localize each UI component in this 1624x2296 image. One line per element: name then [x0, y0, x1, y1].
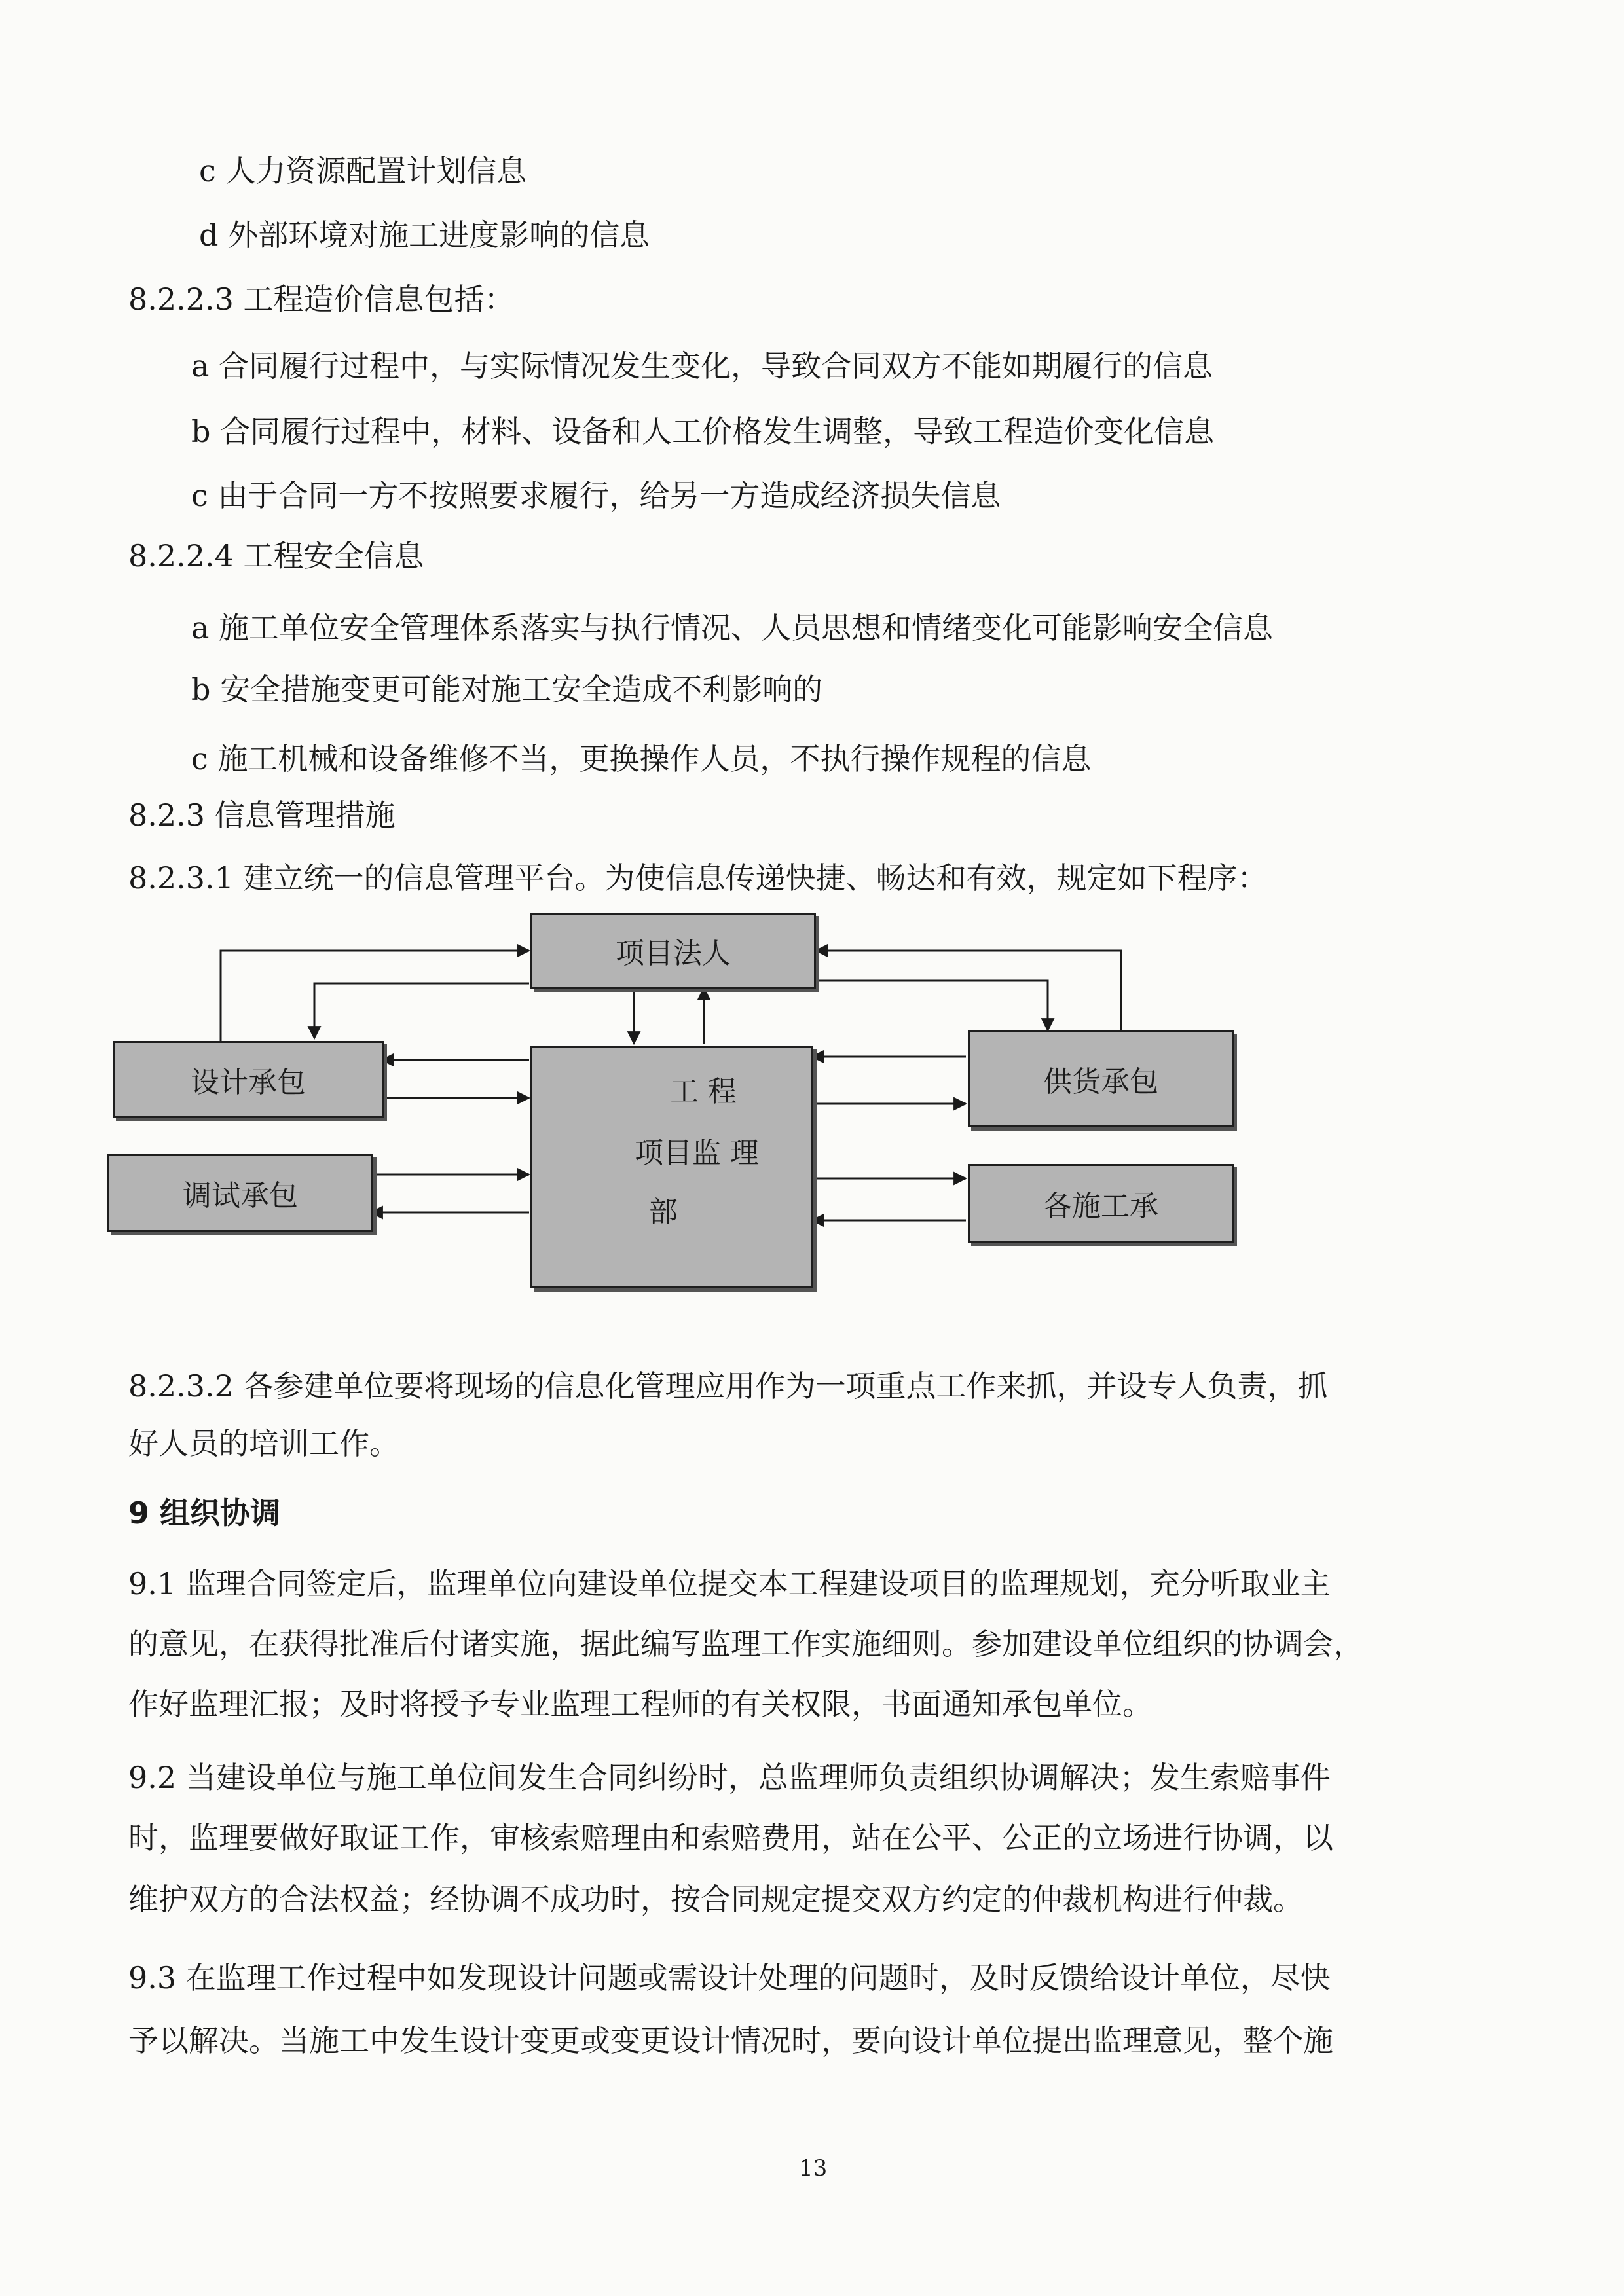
paragraph-line: 时，监理要做好取证工作，审核索赔理由和索赔费用，站在公平、公正的立场进行协调，以: [128, 1820, 1333, 1855]
center-label-2: 项目监 理: [635, 1137, 759, 1170]
arrow-owner-to-supply: [816, 981, 1048, 1030]
section-heading: 8.2.3 信息管理措施: [128, 797, 396, 833]
text-line: d 外部环境对施工进度影响的信息: [199, 217, 650, 253]
commissioning-contractor-label: 调试承包: [183, 1179, 298, 1212]
list-item: b 合同履行过程中，材料、设备和人工价格发生调整，导致工程造价变化信息: [191, 414, 1215, 449]
list-item: a 施工单位安全管理体系落实与执行情况、人员思想和情绪变化可能影响安全信息: [191, 610, 1274, 646]
paragraph-line: 9.1 监理合同签定后，监理单位向建设单位提交本工程建设项目的监理规划，充分听取业主: [128, 1566, 1331, 1601]
page-number: 13: [799, 2155, 828, 2181]
paragraph-line: 9.3 在监理工作过程中如发现设计问题或需设计处理的问题时，及时反馈给设计单位，尽快: [128, 1960, 1331, 1995]
design-contractor-label: 设计承包: [191, 1066, 306, 1099]
section-heading: 8.2.2.4 工程安全信息: [128, 538, 424, 574]
commissioning-contractor-box: [107, 1154, 373, 1232]
list-item: a 合同履行过程中，与实际情况发生变化，导致合同双方不能如期履行的信息: [191, 348, 1213, 384]
center-label-3: 部: [649, 1195, 678, 1229]
section-heading: 8.2.3.1 建立统一的信息管理平台。为使信息传递快捷、畅达和有效，规定如下程序：: [128, 860, 1268, 896]
paragraph-line: 的意见，在获得批准后付诸实施，据此编写监理工作实施细则。参加建设单位组织的协调会，: [128, 1626, 1363, 1662]
list-item: b 安全措施变更可能对施工安全造成不利影响的: [191, 672, 823, 707]
supervision-department-box: [530, 1046, 813, 1288]
supply-contractor-box: [968, 1030, 1234, 1127]
paragraph-line: 8.2.3.2 各参建单位要将现场的信息化管理应用作为一项重点工作来抓，并设专人负责，抓: [128, 1368, 1328, 1404]
text-line: c 人力资源配置计划信息: [199, 153, 527, 189]
arrow-supply-to-owner: [816, 951, 1121, 1030]
center-label-1: 工 程: [670, 1075, 737, 1108]
design-contractor-box: [113, 1041, 384, 1118]
arrow-owner-to-design: [314, 983, 529, 1038]
supply-contractor-label: 供货承包: [1043, 1065, 1158, 1099]
paragraph-line: 作好监理汇报；及时将授予专业监理工程师的有关权限，书面通知承包单位。: [128, 1686, 1153, 1722]
owner-box: [530, 913, 816, 989]
paragraph-line: 9.2 当建设单位与施工单位间发生合同纠纷时，总监理师负责组织协调解决；发生索赔事件: [128, 1760, 1331, 1795]
paragraph-line: 维护双方的合法权益；经协调不成功时，按合同规定提交双方约定的仲裁机构进行仲裁。: [128, 1882, 1303, 1917]
list-item: c 由于合同一方不按照要求履行，给另一方造成经济损失信息: [191, 478, 1001, 513]
paragraph-line: 予以解决。当施工中发生设计变更或变更设计情况时，要向设计单位提出监理意见，整个施: [128, 2023, 1333, 2058]
section-title: 9 组织协调: [128, 1495, 281, 1531]
construction-contractor-label: 各施工承: [1043, 1190, 1158, 1223]
arrow-design-to-owner: [221, 951, 529, 1041]
list-item: c 施工机械和设备维修不当，更换操作人员，不执行操作规程的信息: [191, 741, 1092, 776]
construction-contractor-box: [968, 1164, 1234, 1243]
owner-label: 项目法人: [616, 937, 731, 970]
paragraph-line: 好人员的培训工作。: [128, 1426, 399, 1461]
section-heading: 8.2.2.3 工程造价信息包括：: [128, 282, 515, 317]
